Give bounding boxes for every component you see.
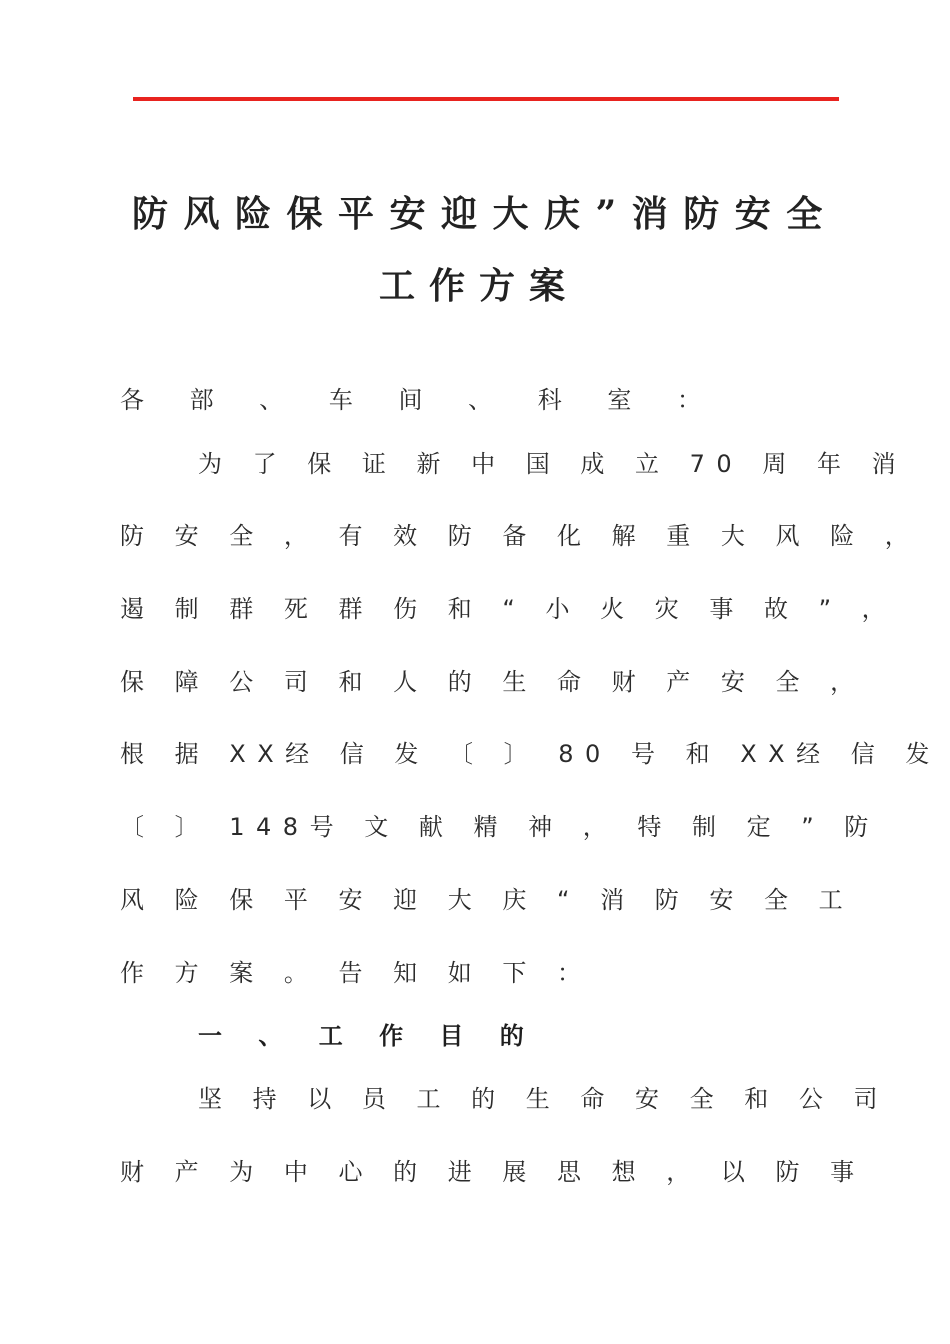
section-line-1: 坚 持 以 员 工 的 生 命 安 全 和 公 司 bbox=[198, 1085, 890, 1113]
salutation: 各 部 、 车 间 、 科 室 ： bbox=[120, 386, 721, 414]
body-line-2: 防 安 全 ， 有 效 防 备 化 解 重 大 风 险 ， bbox=[120, 522, 921, 550]
header-red-rule bbox=[133, 97, 839, 101]
section-heading: 一 、 工 作 目 的 bbox=[198, 1021, 538, 1050]
body-line-8: 作 方 案 。 告 知 如 下 ： bbox=[120, 959, 593, 987]
body-line-5: 根 据 XX经 信 发 〔 〕 80 号 和 XX经 信 发 bbox=[120, 740, 941, 768]
document-title-line-1: 防风险保平安迎大庆”消防安全 bbox=[132, 193, 838, 235]
body-line-7: 风 险 保 平 安 迎 大 庆 “ 消 防 安 全 工 bbox=[120, 886, 855, 914]
body-line-4: 保 障 公 司 和 人 的 生 命 财 产 安 全 ， bbox=[120, 668, 866, 696]
body-line-1: 为 了 保 证 新 中 国 成 立 70 周 年 消 bbox=[198, 450, 908, 478]
body-line-3: 遏 制 群 死 群 伤 和 “ 小 火 灾 事 故 ” ， bbox=[120, 595, 898, 623]
body-line-6: 〔 〕 148号 文 献 精 神 ， 特 制 定 ” 防 bbox=[120, 813, 880, 841]
section-line-2: 财 产 为 中 心 的 进 展 思 想 ， 以 防 事 bbox=[120, 1158, 866, 1186]
document-title-line-2: 工作方案 bbox=[378, 265, 579, 307]
